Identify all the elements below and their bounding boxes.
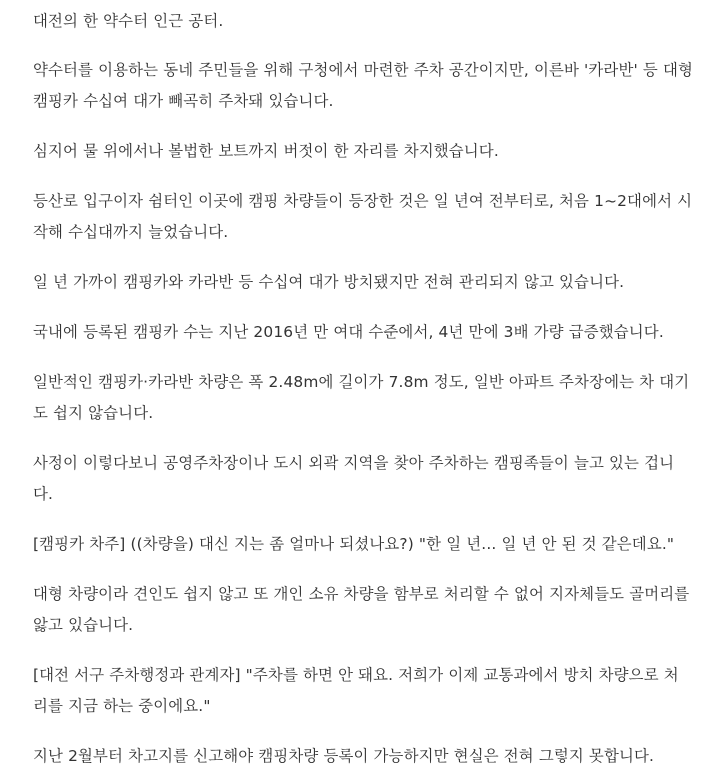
paragraph: 약수터를 이용하는 동네 주민들을 위해 구청에서 마련한 주차 공간이지만, 이른바 '카라반' 등 대형 캠핑카 수십여 대가 빼곡히 주차돼 있습니다.	[33, 61, 693, 110]
article-body	[33, 0, 693, 772]
paragraph: [대전 서구 주차행정과 관계자] "주차를 하면 안 돼요. 저희가 이제 교통과에서 방치 차량으로 처리를 지금 하는 중이에요."	[33, 666, 679, 715]
paragraph: [캠핑카 차주] ((차량을) 대신 지는 좀 얼마나 되셨나요?) "한 일 년... 일 년 안 된 것 같은데요."	[33, 535, 675, 553]
paragraph: 대전의 한 약수터 인근 공터.	[33, 12, 224, 30]
paragraph: 등산로 입구이자 쉼터인 이곳에 캠핑 차량들이 등장한 것은 일 년여 전부터로, 처음 1~2대에서 시작해 수십대까지 늘었습니다.	[33, 192, 693, 241]
paragraph: 일 년 가까이 캠핑카와 카라반 등 수십여 대가 방치됐지만 전혀 관리되지 않고 있습니다.	[33, 273, 625, 291]
paragraph: 대형 차량이라 견인도 쉽지 않고 또 개인 소유 차량을 함부로 처리할 수 없어 지자체들도 골머리를 앓고 있습니다.	[33, 585, 690, 634]
paragraph: 일반적인 캠핑카·카라반 차량은 폭 2.48m에 길이가 7.8m 정도, 일반 아파트 주차장에는 차 대기도 쉽지 않습니다.	[33, 373, 690, 422]
paragraph: 지난 2월부터 차고지를 신고해야 캠핑차량 등록이 가능하지만 현실은 전혀 그렇지 못합니다.	[33, 747, 655, 765]
paragraph: 국내에 등록된 캠핑카 수는 지난 2016년 만 여대 수준에서, 4년 만에 3배 가량 급증했습니다.	[33, 323, 664, 341]
paragraph: 심지어 물 위에서나 볼법한 보트까지 버젓이 한 자리를 차지했습니다.	[33, 142, 499, 160]
paragraph: 사정이 이렇다보니 공영주차장이나 도시 외곽 지역을 찾아 주차하는 캠핑족들이 늘고 있는 겁니다.	[33, 454, 675, 503]
